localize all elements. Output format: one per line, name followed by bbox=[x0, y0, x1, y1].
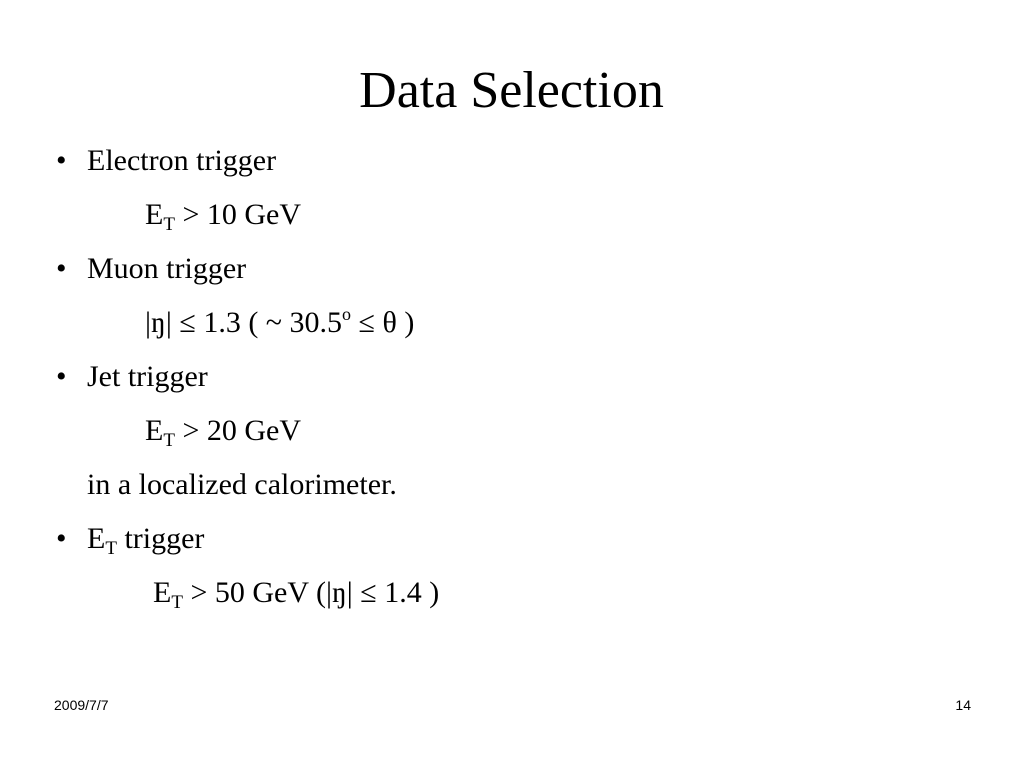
muon-trigger-condition bbox=[145, 304, 414, 345]
et-trigger-condition bbox=[153, 574, 439, 616]
electron-cond-subscript: T bbox=[163, 214, 175, 235]
electron-trigger-condition bbox=[145, 196, 301, 238]
jet-cond-value: > 20 GeV bbox=[174, 414, 302, 447]
et-cond-e: E bbox=[153, 576, 172, 609]
et-cond-subscript: T bbox=[171, 592, 183, 613]
et-label-rest: trigger bbox=[116, 522, 205, 555]
et-cond-value: > 50 GeV (|ŋ| ≤ 1.4 ) bbox=[182, 576, 440, 609]
jet-trigger-condition bbox=[145, 412, 301, 454]
bullet-electron: • bbox=[56, 144, 67, 177]
jet-trigger-note: in a localized calorimeter. bbox=[87, 468, 397, 501]
muon-cond-tail: ≤ θ ) bbox=[351, 306, 415, 339]
electron-cond-e: E bbox=[145, 198, 164, 231]
jet-cond-subscript: T bbox=[163, 430, 175, 451]
et-label-subscript: T bbox=[105, 538, 117, 559]
bullet-muon: • bbox=[56, 252, 67, 285]
slide-title: Data Selection bbox=[359, 62, 664, 119]
footer-date: 2009/7/7 bbox=[54, 697, 109, 713]
jet-trigger-label: Jet trigger bbox=[87, 360, 208, 393]
electron-cond-value: > 10 GeV bbox=[174, 198, 302, 231]
et-label-e: E bbox=[87, 522, 106, 555]
muon-trigger-label: Muon trigger bbox=[87, 252, 247, 285]
muon-cond-main: |ŋ| ≤ 1.3 ( ~ 30.5 bbox=[145, 306, 343, 339]
electron-trigger-label: Electron trigger bbox=[87, 144, 277, 177]
et-trigger-label bbox=[87, 520, 204, 562]
footer-page-number: 14 bbox=[955, 697, 971, 713]
bullet-et: • bbox=[56, 522, 67, 555]
muon-cond-degree: o bbox=[342, 304, 352, 324]
bullet-jet: • bbox=[56, 360, 67, 393]
jet-cond-e: E bbox=[145, 414, 164, 447]
